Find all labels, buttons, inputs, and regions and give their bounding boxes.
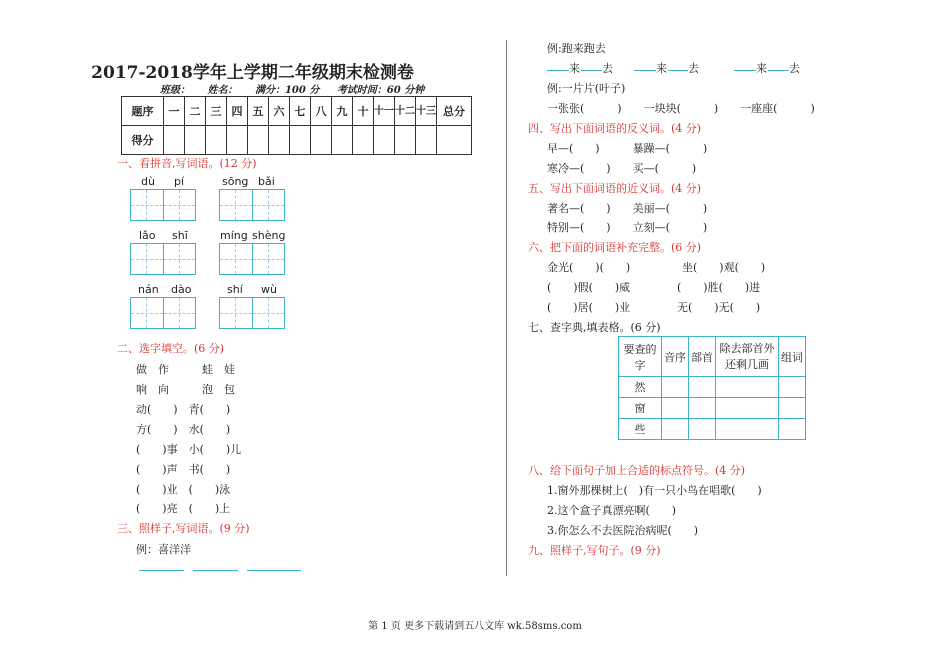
dict-cell[interactable] bbox=[689, 377, 716, 398]
cell-score bbox=[185, 126, 206, 155]
dict-cell[interactable] bbox=[779, 398, 806, 419]
dict-cell[interactable] bbox=[779, 419, 806, 440]
dict-cell[interactable] bbox=[662, 377, 689, 398]
writing-grid[interactable] bbox=[130, 297, 196, 329]
fill-line: ( )胜( )进 bbox=[677, 281, 761, 294]
answer-line[interactable] bbox=[581, 70, 602, 71]
class-label: 班级： bbox=[160, 85, 190, 96]
score-header-row bbox=[122, 97, 472, 126]
fill-line: 金光( )( ) bbox=[547, 261, 631, 274]
cell-header: 四 bbox=[227, 97, 248, 126]
fill-line: 特别—( ) 立刻—( ) bbox=[547, 221, 708, 234]
cell-score bbox=[164, 126, 185, 155]
pinyin: shī bbox=[172, 229, 188, 242]
answer-line[interactable] bbox=[547, 70, 569, 71]
fill-line: 1.窗外那棵树上( )有一只小鸟在唱歌( ) bbox=[547, 484, 762, 497]
cell-header: 一 bbox=[164, 97, 185, 126]
fill-line: ( )业 ( )泳 bbox=[136, 483, 231, 496]
dict-cell[interactable] bbox=[716, 377, 779, 398]
dict-header-row bbox=[619, 337, 806, 377]
score-table bbox=[121, 96, 472, 155]
writing-grid[interactable] bbox=[219, 243, 285, 275]
section2-heading: 二、选字填空。(6 分) bbox=[117, 342, 225, 355]
fill-line: 响 向 泡 包 bbox=[136, 383, 235, 396]
cell-score bbox=[374, 126, 395, 155]
cell-header: 六 bbox=[269, 97, 290, 126]
page-title: 2017-2018学年上学期二年级期末检测卷 bbox=[91, 63, 414, 83]
section8-heading: 八、给下面句子加上合适的标点符号。(4 分) bbox=[528, 464, 746, 477]
cell-score bbox=[353, 126, 374, 155]
fill-char: 来 bbox=[656, 62, 667, 75]
dict-char: 窗 bbox=[619, 398, 662, 419]
dict-header: 组词 bbox=[779, 337, 806, 377]
fill-line: 坐( )观( ) bbox=[682, 261, 766, 274]
example-text: 例:一片片(叶子) bbox=[547, 82, 626, 95]
answer-line[interactable] bbox=[768, 70, 789, 71]
cell-header: 九 bbox=[332, 97, 353, 126]
cell-header: 三 bbox=[206, 97, 227, 126]
pinyin: míng bbox=[220, 229, 248, 242]
column-divider bbox=[506, 40, 507, 576]
answer-line[interactable] bbox=[247, 570, 301, 571]
writing-grid[interactable] bbox=[130, 189, 196, 221]
section6-heading: 六、把下面的词语补充完整。(6 分) bbox=[528, 241, 702, 254]
pinyin: shí bbox=[227, 283, 243, 296]
example-text: 例：喜洋洋 bbox=[136, 543, 191, 556]
cell-score bbox=[269, 126, 290, 155]
answer-line[interactable] bbox=[734, 70, 756, 71]
cell-header: 十 bbox=[353, 97, 374, 126]
cell-score bbox=[290, 126, 311, 155]
pinyin: shèng bbox=[252, 229, 286, 242]
pinyin: nán bbox=[138, 283, 159, 296]
fill-line: ( )居( )业 bbox=[547, 301, 631, 314]
dict-header: 音序 bbox=[662, 337, 689, 377]
fill-line: 动( ) 青( ) bbox=[136, 403, 231, 416]
dict-header: 部首 bbox=[689, 337, 716, 377]
dict-cell[interactable] bbox=[662, 419, 689, 440]
fill-char: 来 bbox=[569, 62, 580, 75]
cell-header: 十三 bbox=[416, 97, 437, 126]
fill-line: 方( ) 水( ) bbox=[136, 423, 231, 436]
fill-char: 来 bbox=[756, 62, 767, 75]
answer-line[interactable] bbox=[193, 570, 238, 571]
pinyin: pí bbox=[174, 175, 185, 188]
score-value-row bbox=[122, 126, 472, 155]
fill-line: ( )声 书( ) bbox=[136, 463, 231, 476]
dict-char: 然 bbox=[619, 377, 662, 398]
cell-header: 七 bbox=[290, 97, 311, 126]
dict-header: 除去部首外还剩几画 bbox=[716, 337, 779, 377]
fill-line: 早—( ) 暴躁—( ) bbox=[547, 142, 708, 155]
dict-cell[interactable] bbox=[689, 398, 716, 419]
cell-header: 十二 bbox=[395, 97, 416, 126]
writing-grid[interactable] bbox=[219, 297, 285, 329]
dict-header: 要查的字 bbox=[619, 337, 662, 377]
writing-grid[interactable] bbox=[219, 189, 285, 221]
answer-line[interactable] bbox=[139, 570, 184, 571]
exam-time-label: 考试时间：60 分钟 bbox=[336, 85, 425, 96]
full-score-label: 满分：100 分 bbox=[254, 85, 320, 96]
fill-line: ( )事 小( )儿 bbox=[136, 443, 242, 456]
writing-grid[interactable] bbox=[130, 243, 196, 275]
fill-line: ( )亮 ( )上 bbox=[136, 502, 231, 515]
cell-score bbox=[248, 126, 269, 155]
fill-char: 去 bbox=[789, 62, 800, 75]
cell-score-label: 得分 bbox=[122, 126, 164, 155]
fill-char: 去 bbox=[602, 62, 613, 75]
page-footer: 第 1 页 更多下载请到五八文库 wk.58sms.com bbox=[368, 621, 582, 632]
answer-line[interactable] bbox=[634, 70, 656, 71]
dict-cell[interactable] bbox=[716, 398, 779, 419]
fill-line: 无( )无( ) bbox=[677, 301, 761, 314]
cell-header: 八 bbox=[311, 97, 332, 126]
pinyin: dào bbox=[171, 283, 192, 296]
dict-row bbox=[619, 377, 806, 398]
cell-header: 题序 bbox=[122, 97, 164, 126]
cell-score bbox=[395, 126, 416, 155]
section3-heading: 三、照样子,写词语。(9 分) bbox=[117, 522, 250, 535]
cell-score bbox=[227, 126, 248, 155]
fill-line: 2.这个盒子真漂亮啊( ) bbox=[547, 504, 677, 517]
dict-cell[interactable] bbox=[779, 377, 806, 398]
cell-score bbox=[332, 126, 353, 155]
dict-row bbox=[619, 419, 806, 440]
section4-heading: 四、写出下面词语的反义词。(4 分) bbox=[528, 122, 702, 135]
pinyin: lǎo bbox=[139, 229, 156, 242]
fill-line: 著名—( ) 美丽—( ) bbox=[547, 202, 708, 215]
cell-header: 二 bbox=[185, 97, 206, 126]
cell-header: 五 bbox=[248, 97, 269, 126]
dict-char: 些 bbox=[619, 419, 662, 440]
cell-score bbox=[437, 126, 472, 155]
fill-line: 3.你怎么不去医院治病呢( ) bbox=[547, 524, 699, 537]
section7-heading: 七、查字典,填表格。(6 分) bbox=[528, 321, 661, 334]
pinyin: wù bbox=[261, 283, 277, 296]
student-info bbox=[160, 81, 438, 96]
fill-char: 去 bbox=[688, 62, 699, 75]
dict-cell[interactable] bbox=[689, 419, 716, 440]
cell-score bbox=[416, 126, 437, 155]
pinyin: sōng bbox=[222, 175, 249, 188]
dict-row bbox=[619, 398, 806, 419]
cell-score bbox=[206, 126, 227, 155]
cell-header: 总分 bbox=[437, 97, 472, 126]
example-text: 例:跑来跑去 bbox=[547, 42, 606, 55]
pinyin: dù bbox=[141, 175, 155, 188]
fill-line: 寒冷—( ) 买—( ) bbox=[547, 162, 697, 175]
fill-line: 一张张( ) 一块块( ) 一座座( ) bbox=[547, 102, 815, 115]
name-label: 姓名： bbox=[207, 85, 238, 96]
cell-header: 十一 bbox=[374, 97, 395, 126]
fill-line: 做 作 蛙 娃 bbox=[136, 363, 235, 376]
cell-score bbox=[311, 126, 332, 155]
pinyin: bǎi bbox=[258, 175, 275, 188]
dict-cell[interactable] bbox=[716, 419, 779, 440]
section1-heading: 一、看拼音,写词语。(12 分) bbox=[117, 157, 257, 170]
dictionary-table bbox=[618, 336, 806, 440]
dict-cell[interactable] bbox=[662, 398, 689, 419]
answer-line[interactable] bbox=[668, 70, 688, 71]
section5-heading: 五、写出下面词语的近义词。(4 分) bbox=[528, 182, 702, 195]
fill-line: ( )假( )威 bbox=[547, 281, 631, 294]
section9-heading: 九、照样子,写句子。(9 分) bbox=[528, 544, 661, 557]
